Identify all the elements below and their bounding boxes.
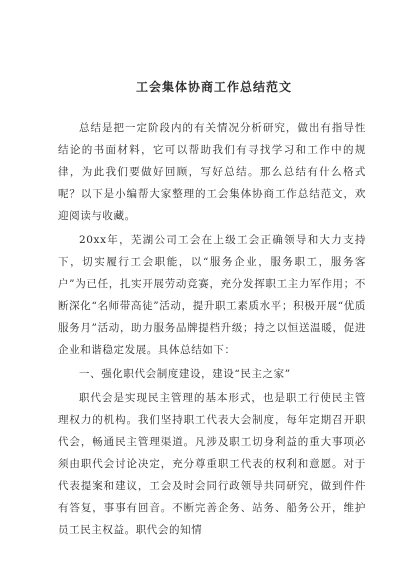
section-paragraph: 职代会是实现民主管理的基本形式，也是职工行使民主管理权力的机构。我们坚持职工代表大会制度，每年定期召开职代会，畅通民主管理渠道。凡涉及职工切身利益的重大事项必须由职代会讨论决定，充分尊重职工代表的权利和意愿。对于代表提案和建议，工会及时会同行政领导共同研究，做到件件有答复，事事有回音。不断完善企务、站务、船务公开，维护员工民主权益。职代会的知情: [58, 392, 366, 536]
intro-paragraph: 总结是把一定阶段内的有关情况分析研究，做出有指导性结论的书面材料，它可以帮助我们有寻找学习和工作中的规律，为此我们要做好回顾，写好总结。那么总结有什么格式呢？以下是小编帮大家整理的工会集体协商工作总结范文，欢迎阅读与收藏。: [58, 122, 366, 222]
section-heading: 一、强化职代会制度建设，建设“民主之家”: [79, 368, 291, 380]
summary-paragraph: 20xx年，芜湖公司工会在上级工会正确领导和大力支持下，切实履行工会职能，以“服务企业，服务职工，服务客户”为已任，扎实开展劳动竞赛，充分发挥职工主力军作用；不断深化“名师带高徒”活动，提升职工素质水平；积极开展“优质服务月”活动，助力服务品牌提档升级；持之以恒送温暖，促进企业和谐稳定发展。具体总结如下：: [58, 234, 366, 356]
document-title: 工会集体协商工作总结范文: [135, 80, 292, 94]
